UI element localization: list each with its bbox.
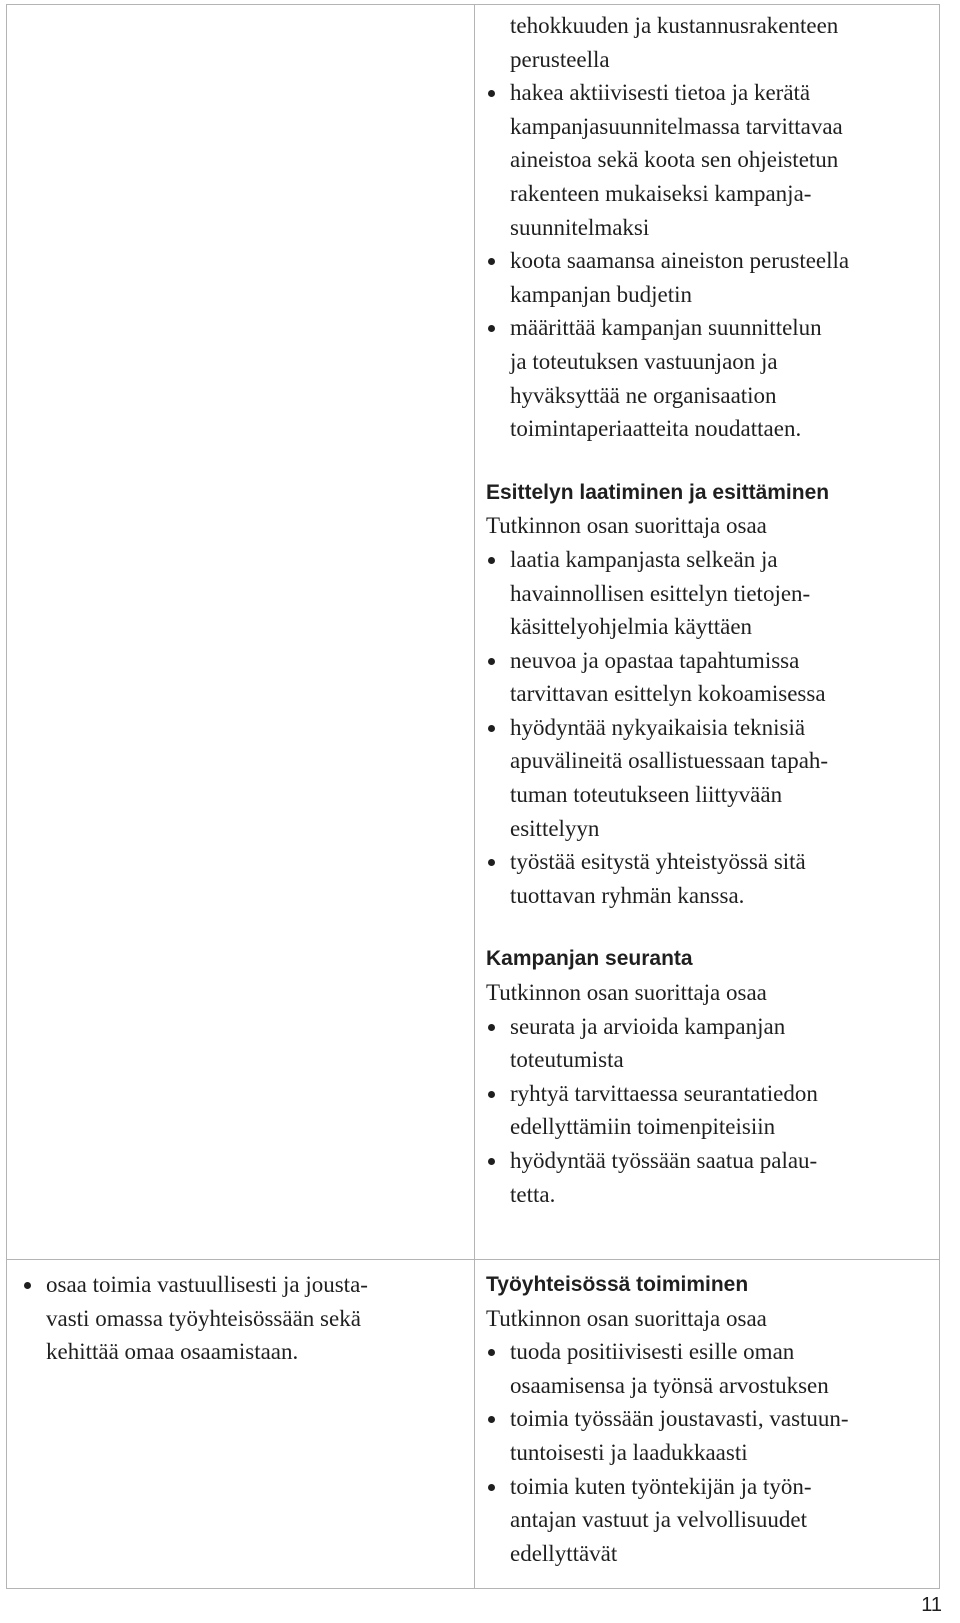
competence-list [22,1268,452,1369]
section-list [486,543,926,913]
section-list [486,1335,926,1570]
section-intro: Tutkinnon osan suorittaja osaa [486,1305,767,1331]
bullet-icon [488,1024,495,1031]
left-column-bottom [22,1268,452,1369]
bullet-icon [488,258,495,265]
bullet-icon [488,658,495,665]
section-intro: Tutkinnon osan suorittaja osaa [486,513,767,539]
list-item: työstää esitystä yhteistyössä sitä tuottavan ryhmän kanssa. [486,845,926,912]
bullet-icon [488,859,495,866]
list-item: tuoda positiivisesti esille oman osaamisensa ja työnsä arvostuksen [486,1335,926,1402]
continued-text [486,9,926,76]
text-line: tehokkuuden ja kustannusrakenteen [510,13,839,38]
section-list [486,1010,926,1212]
list-item: toimia kuten työntekijän ja työn- antajan vastuut ja velvollisuudet edellyttävät [486,1470,926,1571]
list-item: määrittää kampanjan suunnittelun ja toteutuksen vastuunjaon ja hyväksyttää ne organisaation toimintaperiaatteita noudattaen. [486,311,926,445]
text-line: perusteella [510,46,610,72]
right-column-top [486,9,926,1211]
right-column-bottom [486,1268,926,1570]
section-heading: Esittelyn laatiminen ja esittäminen [486,480,830,504]
list-item: seurata ja arvioida kampanjan toteutumista [486,1010,926,1077]
list-item: hakea aktiivisesti tietoa ja kerätä kampanjasuunnitelmassa tarvittavaa aineistoa sekä koota sen ohjeistetun rakenteen mukaiseksi kampanja- suunnitelmaksi [486,76,926,244]
section-heading: Kampanjan seuranta [486,947,693,971]
bullet-icon [488,1091,495,1098]
section-campaign-monitoring [486,942,926,1211]
section-presentation [486,476,926,913]
bullet-icon [488,1416,495,1423]
bullet-icon [488,1158,495,1165]
column-divider [474,5,475,1588]
list-item: hyödyntää nykyaikaisia teknisiä apuvälineitä osallistuessaan tapah- tuman toteutukseen liittyvään esittelyyn [486,711,926,845]
section-intro: Tutkinnon osan suorittaja osaa [486,980,767,1006]
page-number: 11 [921,1594,942,1616]
list-item: neuvoa ja opastaa tapahtumissa tarvittavan esittelyn kokoamisessa [486,644,926,711]
list-item: toimia työssään joustavasti, vastuun- tuntoisesti ja laadukkaasti [486,1402,926,1469]
list-item: ryhtyä tarvittaessa seurantatiedon edellyttämiin toimenpiteisiin [486,1077,926,1144]
bullet-icon [488,1349,495,1356]
bullet-icon [488,557,495,564]
section-heading: Työyhteisössä toimiminen [486,1273,749,1296]
continued-list [486,76,926,446]
bullet-icon [488,325,495,332]
list-item: koota saamansa aineiston perusteella kampanjan budjetin [486,244,926,311]
list-item: osaa toimia vastuullisesti ja jousta- vasti omassa työyhteisössään sekä kehittää omaa osaamistaan. [22,1268,452,1369]
list-item: laatia kampanjasta selkeän ja havainnollisen esittelyn tietojen- käsittelyohjelmia käyttäen [486,543,926,644]
bullet-icon [488,1484,495,1491]
list-item: hyödyntää työssään saatua palau- tetta. [486,1144,926,1211]
bullet-icon [488,90,495,97]
bullet-icon [488,725,495,732]
row-divider [7,1259,939,1260]
bullet-icon [24,1282,31,1289]
